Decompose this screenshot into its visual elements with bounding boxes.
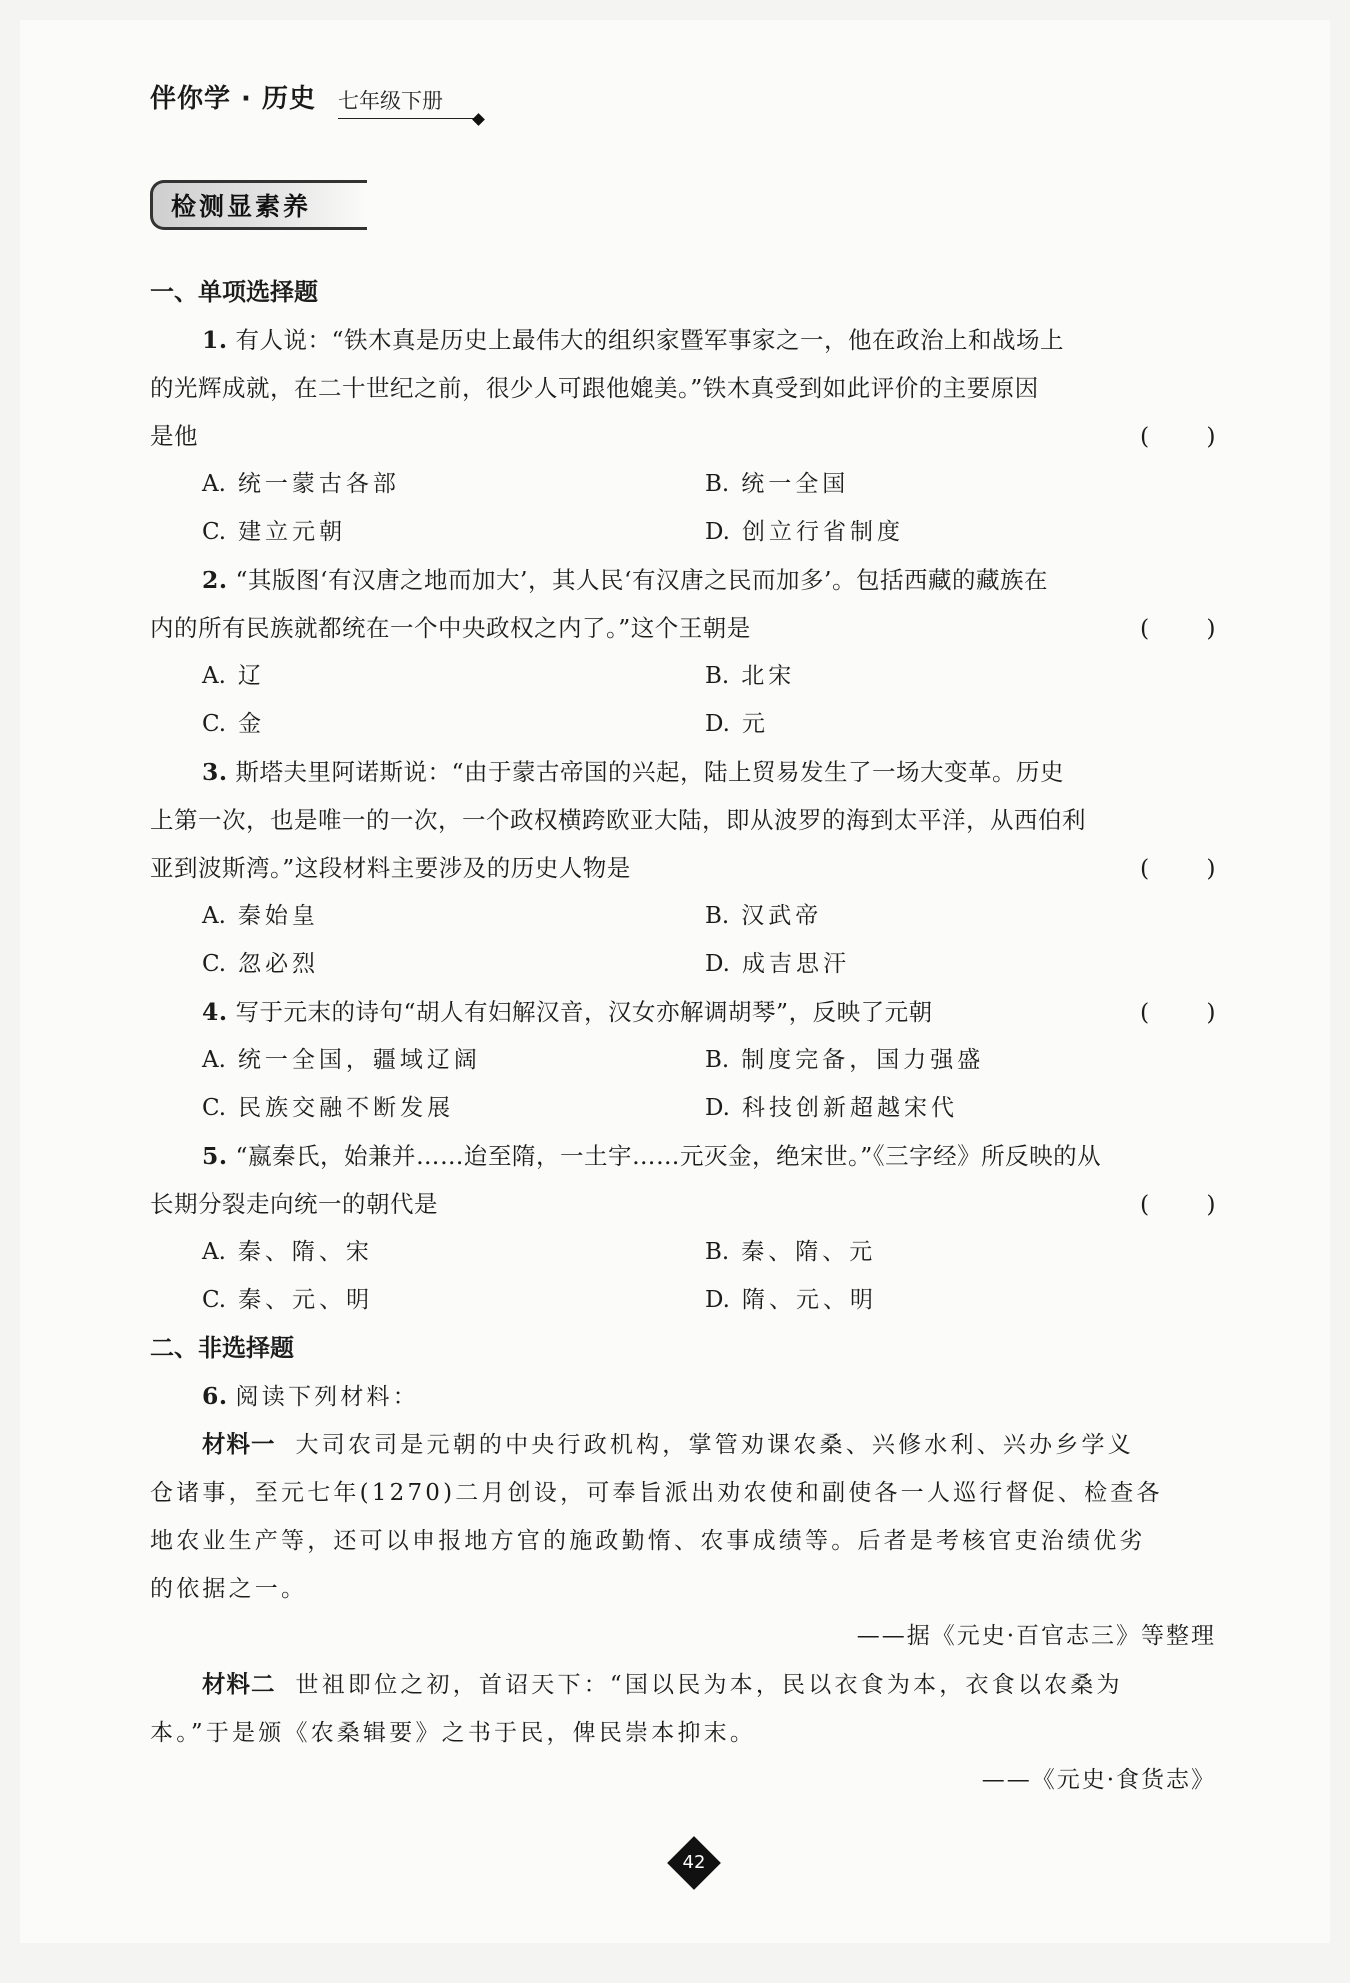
question-line	[150, 364, 1216, 412]
question-text: 有人说：“铁木真是历史上最伟大的组织家暨军事家之一，他在政治上和战场上	[235, 326, 1065, 354]
option-a[interactable]: A. 秦始皇	[202, 903, 319, 929]
option-c[interactable]: C. 金	[202, 711, 266, 737]
question-line	[150, 844, 1216, 892]
option-d[interactable]: D. 科技创新超越宋代	[705, 1095, 958, 1121]
question-number: 2.	[202, 566, 228, 594]
question-text: “嬴秦氏，始兼并……迨至隋，一土宇……元灭金，绝宋世。”《三字经》所反映的从	[235, 1142, 1102, 1170]
options	[150, 652, 1216, 748]
question-line	[150, 1180, 1216, 1228]
question-line	[150, 796, 1216, 844]
question-line	[150, 748, 1216, 796]
answer-blank[interactable]: ( )	[1140, 1190, 1216, 1218]
question-number: 3.	[202, 758, 228, 786]
material-line: 仓诸事，至元七年(1270)二月创设，可奉旨派出劝农使和副使各一人巡行督促、检查各	[150, 1480, 1163, 1506]
option-a[interactable]: A. 统一全国，疆域辽阔	[202, 1047, 481, 1073]
question-text: 上第一次，也是唯一的一次，一个政权横跨欧亚大陆，即从波罗的海到太平洋，从西伯利	[150, 806, 1086, 834]
question-line	[150, 412, 1216, 460]
question-1	[150, 316, 1216, 556]
option-c[interactable]: C. 秦、元、明	[202, 1287, 374, 1313]
question-4	[150, 988, 1216, 1132]
option-c[interactable]: C. 忽必烈	[202, 951, 320, 977]
option-d[interactable]: D. 隋、元、明	[705, 1287, 877, 1313]
question-number: 6.	[202, 1382, 228, 1410]
question-line	[150, 1372, 1216, 1420]
page-number: 42	[682, 1852, 706, 1873]
question-line	[150, 1132, 1216, 1180]
answer-blank[interactable]: ( )	[1140, 614, 1216, 642]
book-brand: 伴你学 · 历史	[150, 84, 316, 114]
option-d[interactable]: D. 成吉思汗	[705, 951, 850, 977]
section-banner: 检测显素养	[150, 180, 367, 230]
option-b[interactable]: B. 秦、隋、元	[705, 1239, 877, 1265]
question-text: 亚到波斯湾。”这段材料主要涉及的历史人物是	[150, 854, 631, 882]
page-number-badge	[667, 1836, 721, 1890]
question-5	[150, 1132, 1216, 1324]
question-line	[150, 556, 1216, 604]
question-text: 的光辉成就，在二十世纪之前，很少人可跟他媲美。”铁木真受到如此评价的主要原因	[150, 374, 1039, 402]
question-text: 阅读下列材料：	[235, 1384, 419, 1410]
material-1-source: ——据《元史·百官志三》等整理	[856, 1623, 1216, 1649]
textbook-page	[20, 20, 1330, 1943]
material-line: 地农业生产等，还可以申报地方官的施政勤惰、农事成绩等。后者是考核官吏治绩优劣	[150, 1528, 1146, 1554]
answer-blank[interactable]: ( )	[1140, 998, 1216, 1026]
diamond-icon	[472, 113, 485, 126]
material-line: 本。”于是颁《农桑辑要》之书于民，俾民崇本抑末。	[150, 1720, 757, 1746]
options	[150, 460, 1216, 556]
question-line	[150, 316, 1216, 364]
answer-blank[interactable]: ( )	[1140, 422, 1216, 450]
options	[150, 1036, 1216, 1132]
question-6	[150, 1372, 1216, 1804]
material-2-label: 材料二	[202, 1670, 276, 1698]
question-text: 长期分裂走向统一的朝代是	[150, 1190, 438, 1218]
material-1-label: 材料一	[202, 1430, 276, 1458]
option-d[interactable]: D. 元	[705, 711, 769, 737]
question-3	[150, 748, 1216, 988]
question-line	[150, 988, 1216, 1036]
option-c[interactable]: C. 建立元朝	[202, 519, 347, 545]
question-line	[150, 604, 1216, 652]
options	[150, 892, 1216, 988]
option-a[interactable]: A. 辽	[202, 663, 265, 689]
option-c[interactable]: C. 民族交融不断发展	[202, 1095, 455, 1121]
question-text: 内的所有民族就都统在一个中央政权之内了。”这个王朝是	[150, 614, 751, 642]
option-a[interactable]: A. 统一蒙古各部	[202, 471, 400, 497]
answer-blank[interactable]: ( )	[1140, 854, 1216, 882]
material-line: 材料二 世祖即位之初，首诏天下：“国以民为本，民以衣食为本，衣食以农桑为	[202, 1670, 1123, 1698]
question-number: 5.	[202, 1142, 228, 1170]
option-a[interactable]: A. 秦、隋、宋	[202, 1239, 373, 1265]
option-b[interactable]: B. 制度完备，国力强盛	[705, 1047, 985, 1073]
question-text: 斯塔夫里阿诺斯说：“由于蒙古帝国的兴起，陆上贸易发生了一场大变革。历史	[235, 758, 1065, 786]
grade-text: 七年级下册	[337, 89, 443, 113]
option-b[interactable]: B. 汉武帝	[705, 903, 823, 929]
question-2	[150, 556, 1216, 748]
grade-label	[338, 85, 483, 115]
material-line: 材料一 大司农司是元朝的中央行政机构，掌管劝课农桑、兴修水利、兴办乡学义	[202, 1430, 1134, 1458]
option-b[interactable]: B. 北宋	[705, 663, 796, 689]
question-number: 1.	[202, 326, 228, 354]
option-b[interactable]: B. 统一全国	[705, 471, 850, 497]
page-header	[150, 78, 483, 115]
material-2-source: ——《元史·食货志》	[981, 1767, 1216, 1793]
option-d[interactable]: D. 创立行省制度	[705, 519, 904, 545]
material-line: 的依据之一。	[150, 1576, 308, 1602]
part2-title: 二、非选择题	[150, 1334, 294, 1362]
question-number: 4.	[202, 998, 228, 1026]
options	[150, 1228, 1216, 1324]
part1-title: 一、单项选择题	[150, 278, 318, 306]
exercise-content	[150, 268, 1216, 1804]
question-text: 是他	[150, 422, 198, 450]
header-rule	[338, 118, 477, 120]
question-text: “其版图‘有汉唐之地而加大’，其人民‘有汉唐之民而加多’。包括西藏的藏族在	[235, 566, 1048, 594]
question-text: 写于元末的诗句“胡人有妇解汉音，汉女亦解调胡琴”，反映了元朝	[235, 998, 933, 1026]
